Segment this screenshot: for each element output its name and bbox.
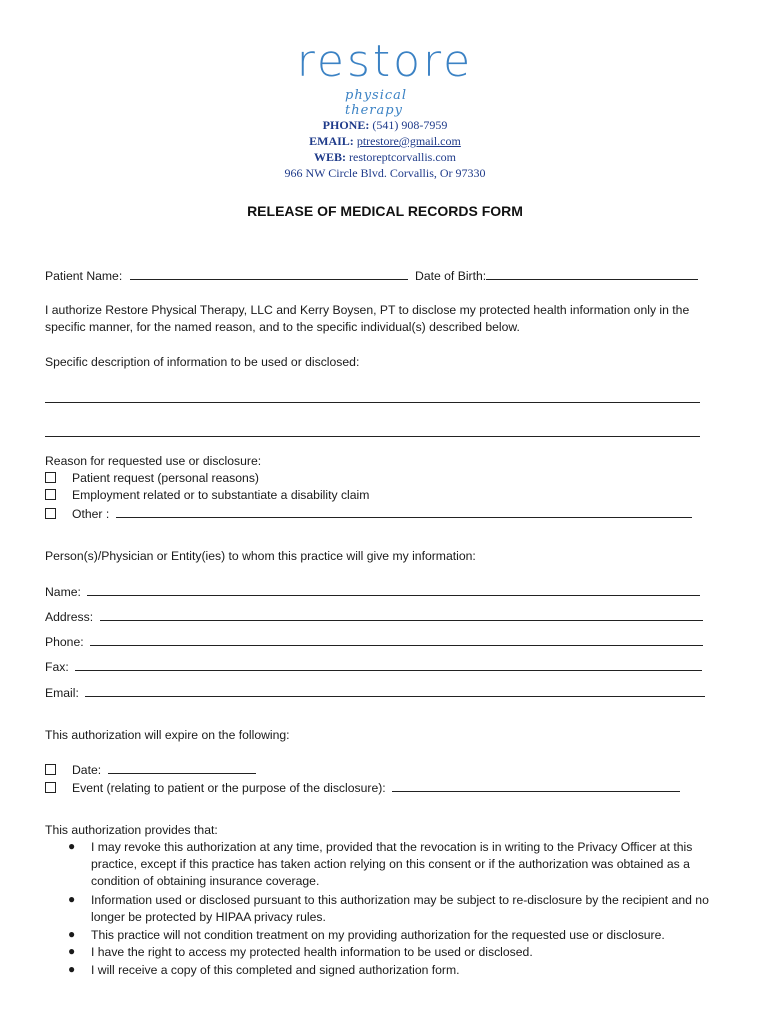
bullet-icon: ●: [68, 839, 76, 853]
authorize-text: I authorize Restore Physical Therapy, LLC and Kerry Boysen, PT to disclose my protected health information only in the specific manner, for the named reason, and to the specific individual(s) described below.: [45, 303, 690, 334]
contact-block: [0, 117, 770, 181]
phone-label: PHONE:: [322, 118, 370, 132]
reason-option-label: Other :: [72, 507, 110, 521]
recipient-phone-row: [45, 633, 703, 651]
bullet-icon: ●: [68, 962, 76, 976]
recipient-fax-field[interactable]: [75, 658, 702, 671]
recipient-name-label: Name:: [45, 585, 81, 599]
expire-date-field[interactable]: [108, 761, 256, 774]
reason-label: Reason for requested use or disclosure:: [45, 454, 262, 468]
web-line: [0, 149, 770, 165]
checkbox[interactable]: [45, 489, 56, 500]
recipient-email-label: Email:: [45, 686, 79, 700]
expire-event-option[interactable]: [45, 779, 680, 797]
expire-date-label: Date:: [72, 763, 102, 777]
email-label: EMAIL:: [309, 134, 354, 148]
recipient-address-row: [45, 608, 703, 626]
expire-event-field[interactable]: [392, 779, 680, 792]
bullet-icon: ●: [68, 927, 76, 941]
provision-item: Information used or disclosed pursuant to this authorization may be subject to re-disclosure by the recipient and no longer be protected by HIPAA privacy rules.: [91, 893, 709, 924]
dob-label: Date of Birth:: [415, 269, 487, 283]
email-link[interactable]: ptrestore@gmail.com: [356, 134, 461, 148]
reason-option-label: Employment related or to substantiate a disability claim: [72, 488, 370, 502]
recipient-address-field[interactable]: [100, 608, 703, 621]
recipient-phone-label: Phone:: [45, 635, 84, 649]
checkbox[interactable]: [45, 782, 56, 793]
recipient-email-field[interactable]: [85, 684, 705, 697]
form-title: RELEASE OF MEDICAL RECORDS FORM: [247, 203, 523, 219]
logo-wordmark: restore: [296, 36, 474, 87]
checkbox[interactable]: [45, 508, 56, 519]
checkbox[interactable]: [45, 764, 56, 775]
logo-subtitle: physical therapy: [345, 88, 408, 118]
reason-option[interactable]: [45, 505, 692, 523]
logo: [0, 36, 770, 118]
other-reason-field[interactable]: [116, 505, 692, 518]
web-label: WEB:: [314, 150, 347, 164]
description-label: Specific description of information to be used or disclosed:: [45, 355, 360, 369]
provides-label: This authorization provides that:: [45, 823, 218, 837]
bullet-icon: ●: [68, 892, 76, 906]
checkbox[interactable]: [45, 472, 56, 483]
recipient-fax-row: [45, 658, 702, 676]
reason-option[interactable]: [45, 470, 259, 487]
recipient-name-row: [45, 583, 700, 601]
recipient-name-field[interactable]: [87, 583, 700, 596]
phone-value: (541) 908-7959: [372, 118, 448, 132]
phone-line: [0, 117, 770, 133]
recipient-email-row: [45, 684, 705, 702]
provision-item: I may revoke this authorization at any time, provided that the revocation is in writing to the Privacy Officer at this practice, except if this practice has taken action relying on this consent or if the authorization was obtained as a condition of obtaining insurance coverage.: [91, 840, 693, 888]
provision-item: This practice will not condition treatment on my providing authorization for the requested use or disclosure.: [91, 928, 665, 942]
provision-item: I will receive a copy of this completed and signed authorization form.: [91, 963, 460, 977]
expire-date-option[interactable]: [45, 761, 256, 779]
reason-option[interactable]: [45, 487, 369, 504]
description-line-1[interactable]: [45, 402, 700, 403]
provision-item: I have the right to access my protected health information to be used or disclosed.: [91, 945, 533, 959]
email-line: [0, 133, 770, 149]
recipient-fax-label: Fax:: [45, 660, 69, 674]
patient-name-label: Patient Name:: [45, 269, 123, 283]
expire-event-label: Event (relating to patient or the purpose of the disclosure):: [72, 781, 386, 795]
bullet-icon: ●: [68, 944, 76, 958]
expire-label: This authorization will expire on the following:: [45, 728, 290, 742]
patient-name-field[interactable]: [130, 267, 408, 280]
web-value: restoreptcorvallis.com: [349, 150, 456, 164]
patient-info-row: [45, 267, 698, 285]
persons-label: Person(s)/Physician or Entity(ies) to whom this practice will give my information:: [45, 549, 476, 563]
description-line-2[interactable]: [45, 436, 700, 437]
reason-option-label: Patient request (personal reasons): [72, 471, 259, 485]
recipient-phone-field[interactable]: [90, 633, 703, 646]
dob-field[interactable]: [486, 267, 698, 280]
recipient-address-label: Address:: [45, 610, 94, 624]
address-line: 966 NW Circle Blvd. Corvallis, Or 97330: [284, 166, 486, 180]
